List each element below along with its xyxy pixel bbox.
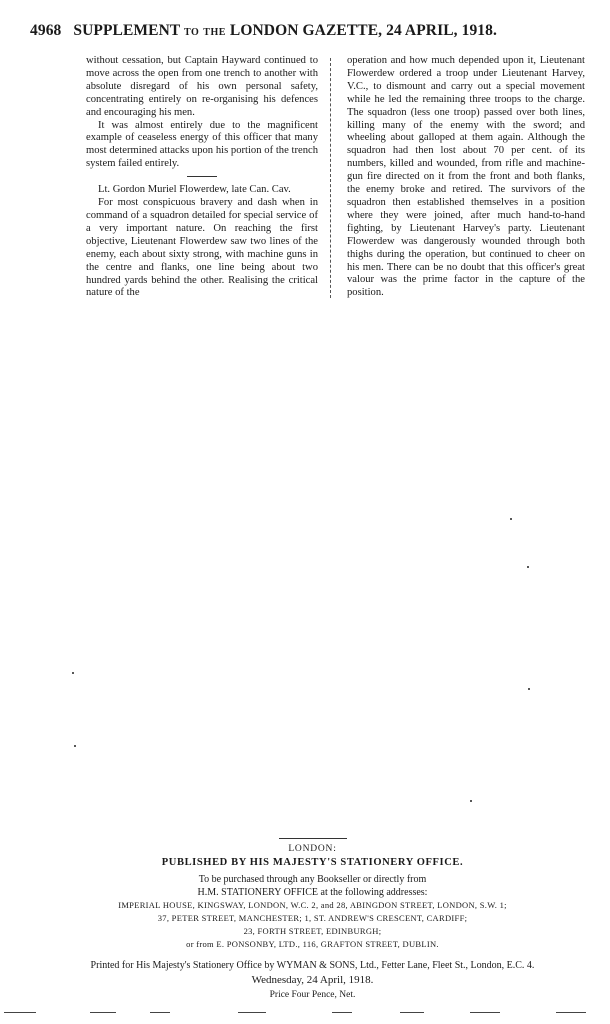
- left-column: [86, 55, 318, 300]
- bottom-mark-3: [150, 1012, 170, 1013]
- header-gazette-title: LONDON GAZETTE, 24 APRIL, 1918.: [229, 22, 497, 39]
- left-paragraph-1: without cessation, but Captain Hayward continued to move across the open from one trench to another with absolute disregard of his own personal safety, concentrating entirely on re-organising his defences and encouraging his men.: [86, 55, 318, 118]
- right-paragraph-1: operation and how much depended upon it, Lieutenant Flowerdew ordered a troop under Lieutenant Harvey, V.C., to dismount and carry out a special movement while he led the remaining three troops to the charge. The squadron (less one troop) passed over both lines, killing many of the enemy with the sword; and wheeling about galloped at them again. Although the squadron had then lost about 70 per cent. of its numbers, killed and wounded, from rifle and machine-gun fire directed on it from the front and both flanks, the enemy broke and retired. The survivors of the squadron then established themselves in a position where they were joined, after much hand-to-hand fighting, by Lieutenant Harvey's party. Lieutenant Flowerdew was dangerously wounded through both thighs during the operation, but continued to cheer on his men. There can be no doubt that this officer's great valour was the prime factor in the capture of the position.: [347, 55, 585, 299]
- footer-published-by: PUBLISHED BY HIS MAJESTY'S STATIONERY OFFICE.: [161, 857, 464, 868]
- header-to: TO: [184, 27, 200, 38]
- bottom-mark-6: [400, 1012, 424, 1013]
- bottom-mark-8: [556, 1012, 586, 1013]
- footer-london: LONDON:: [288, 844, 337, 854]
- header-the: THE: [203, 27, 226, 38]
- footer-address-line-4: or from E. PONSONBY, LTD., 116, GRAFTON STREET, DUBLIN.: [186, 939, 439, 949]
- page-header: [30, 22, 590, 44]
- page-number: 4968: [30, 22, 62, 39]
- section-separator: [187, 176, 217, 177]
- left-paragraph-3: For most conspicuous bravery and dash when in command of a squadron detailed for special service of a very important nature. On reaching the first objective, Lieutenant Flowerdew saw two lines of the enemy, each about sixty strong, with machine guns in the centre and flanks, one line being about two hundred yards behind the other. Realising the critical nature of the: [86, 197, 318, 299]
- bottom-mark-2: [90, 1012, 116, 1013]
- column-divider: [330, 58, 331, 298]
- footer-date: Wednesday, 24 April, 1918.: [251, 974, 374, 986]
- footer-address-line-2: 37, PETER STREET, MANCHESTER; 1, ST. ANDREW'S CRESCENT, CARDIFF;: [157, 913, 468, 923]
- left-paragraph-2: It was almost entirely due to the magnificent example of ceaseless energy of this officer that many most determined attacks upon his portion of the trench system failed entirely.: [86, 119, 318, 170]
- footer-purchase-line-1: To be purchased through any Bookseller or directly from: [198, 874, 427, 885]
- footer-address-line-3: 23, FORTH STREET, EDINBURGH;: [243, 926, 382, 936]
- imprint-footer: [30, 838, 595, 1002]
- footer-rule: [279, 838, 347, 839]
- footer-purchase-line-2: H.M. STATIONERY OFFICE at the following addresses:: [197, 887, 428, 898]
- header-supplement: SUPPLEMENT: [73, 22, 181, 39]
- bottom-mark-7: [470, 1012, 500, 1013]
- bottom-mark-1: [4, 1012, 36, 1013]
- footer-printed-for: Printed for His Majesty's Stationery Office by WYMAN & SONS, Ltd., Fetter Lane, Fleet St., London, E.C. 4.: [90, 960, 535, 971]
- right-column: [347, 55, 585, 300]
- recipient-name: Lt. Gordon Muriel Flowerdew, late Can. Cav.: [98, 184, 291, 196]
- bottom-mark-5: [332, 1012, 352, 1013]
- footer-price: Price Four Pence, Net.: [269, 990, 356, 1000]
- footer-address-line-1: IMPERIAL HOUSE, KINGSWAY, LONDON, W.C. 2, and 28, ABINGDON STREET, LONDON, S.W. 1;: [118, 900, 507, 910]
- bottom-mark-4: [238, 1012, 266, 1013]
